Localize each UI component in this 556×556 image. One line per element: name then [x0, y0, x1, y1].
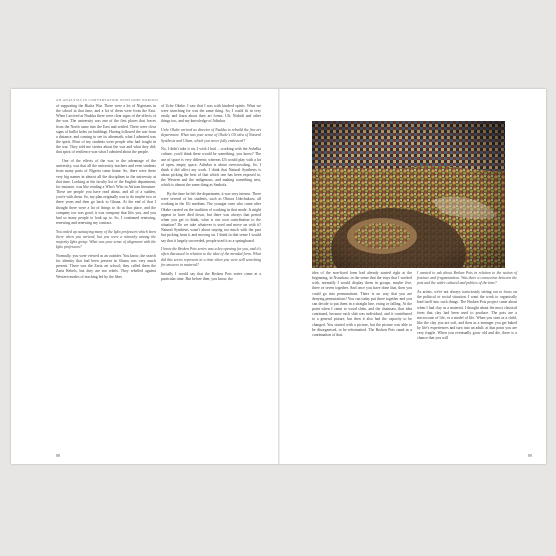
- paragraph: One of the effects of the war, to the advantage of the university, was that all the university teachers and even students from many parts of Nigeria came home. So, there were these very big names in almost all the disciplines in the university at that time. Looking at the faculty list of the English department, for instance, was like reading a Who's Who in African literature. These are people you have read about, and all of a sudden, you're with them. So, my plan originally was to do maybe two or three years and then go back to Ghana. At the end of that I thought there were a lot of things to do at that place, and the company too was good, it was company that lifts you, and you had so many people to look up to. So, I continued renewing, renewing and renewing my contract.: [56, 159, 156, 226]
- book-spread: [11, 89, 546, 464]
- paragraph: No, I didn't take it on, I wish I had ... working with the Ashelka culture, you'd think there would be something, you know? The use of space is very different; whereas Uli would play with a lot of open, empty space, Adinkra is about overcrowding. So, I think it did affect my work. I think that Natural Synthesis is about picking the best of that which one has been exposed to, the Western and the indigenous, and making something new, which is almost the same thing as Sankofa.: [161, 147, 261, 188]
- paragraph: By the time he left the department, it was very intense. There were several of his students, such as Obiora Udechukwu, all working in the Uli medium. The younger ones who came after Okeke carried on the tradition of working in that mode. It might appear to have died down, but there was always that period when you get to think, what is our own contribution to the situation? Do we take whatever is used and move on with it? Natural Synthesis wasn't about staying too much with the past but picking from it and moving on. I think in that sense I would say that it largely succeeded, people used it as a springboard.: [161, 192, 261, 243]
- interview-question: I know the Broken Pots series was a key opening for you, and it's often discussed in relation to the idea of the mended form. What did this series represent at a time when you were still searching for answers in material?: [161, 247, 261, 267]
- right-page: [280, 89, 546, 464]
- paragraph: idea of the non-fixed form had already started right at the beginning, in Nsawkaw, in the sense that the trays that I worked with, normally I would display them in groups, maybe five, three or seven together. And once you have done that, then you could go into permutations. There is no way that you are denying permutations! You can today put three together and you can decide to put them in a straight line, rising or falling. At the point when I came to wood slabs, and the chainsaw, that idea continued, because each slab was individual, and it contributed to a general picture, but then it also had the capacity to be changed. You started with a picture, but the picture was able to be disorganised, to be reformatted. The Broken Pots stand as a continuation of that.: [312, 271, 412, 337]
- left-column-2: [161, 104, 261, 285]
- right-column-2: [417, 271, 517, 345]
- paragraph: Initially I would say that the Broken Pots series came at a particular time. But before then, you know, the: [161, 271, 261, 281]
- right-column-1: [312, 271, 412, 342]
- interview-question: Uche Okeke arrived as director of Nsukka to rebuild the fine art department. What was your sense of Okeke's Uli idea of Natural Synthesis and Ulism, which you never fully embraced?: [161, 128, 261, 143]
- paragraph: of supporting the Biafra War. There were a lot of Nigerians in the school at that time, and a lot of them were from the East. When I arrived at Nsukka there were clear signs of the effects of the war. The university was one of the first places that forces from the North came into the East and settled. There were clear signs of bullet holes on buildings. Having followed the war from a distance, and coming to see its aftermath, what I admired was the spirit. Most of my students were people who had fought in the war. They told me stories about the war and what they did; that spirit of resilience was what I admired about the people.: [56, 104, 156, 155]
- page-number-right: 89: [528, 453, 532, 458]
- running-head: AN ANALYSIS IN CONVERSATION WITH ODIE NOKIWO: [56, 98, 159, 102]
- paragraph: of Uche Okeke. I saw that I was with kindred spirits. What we were searching for was the same thing. So, I could fit in very easily and learn about their art forms, Uli, Nsibidi and other things too, and my knowledge of Adinkra.: [161, 104, 261, 124]
- interview-question: I wanted to ask about Broken Pots in relation to the notion of fracture and fragmentation. Was there a connection between the pots and the wider cultural and politics of the time?: [417, 271, 517, 286]
- artwork-photo: [312, 121, 505, 268]
- paragraph: Normally, you were viewed as an outsider. You know, the search for identity that had been present in Ghana was very much present. There was the Zaria art school; they called them the Zaria Rebels, but they are not rebels. They rebelled against Western modes of teaching led by the likes: [56, 254, 156, 279]
- artwork-image: [312, 121, 505, 268]
- left-page: [11, 89, 278, 464]
- left-column-1: [56, 104, 156, 283]
- page-number-left: 88: [56, 453, 60, 458]
- interview-question: You ended up outstaying many of the Igbo professors which been there when you arrived, but you were a minority among the majority Igbo group. What was your sense of alignment with the Igbo professors?: [56, 229, 156, 250]
- paragraph: As artists, we're not always consciously setting out to focus on the political or social situation. I want the work to organically lead itself into such things. The Broken Pots project came about when I had clay as a material. I thought about the most classical form that clay had been used to produce. The pots are a microcosm of life, or a model of life. When you start as a child, like the clay you are soft, and then as a teenager you get baked by life's experiences and turn into an adult; at that point you are very fragile. When you eventually grow old and die, there is a chance that you will: [417, 290, 517, 341]
